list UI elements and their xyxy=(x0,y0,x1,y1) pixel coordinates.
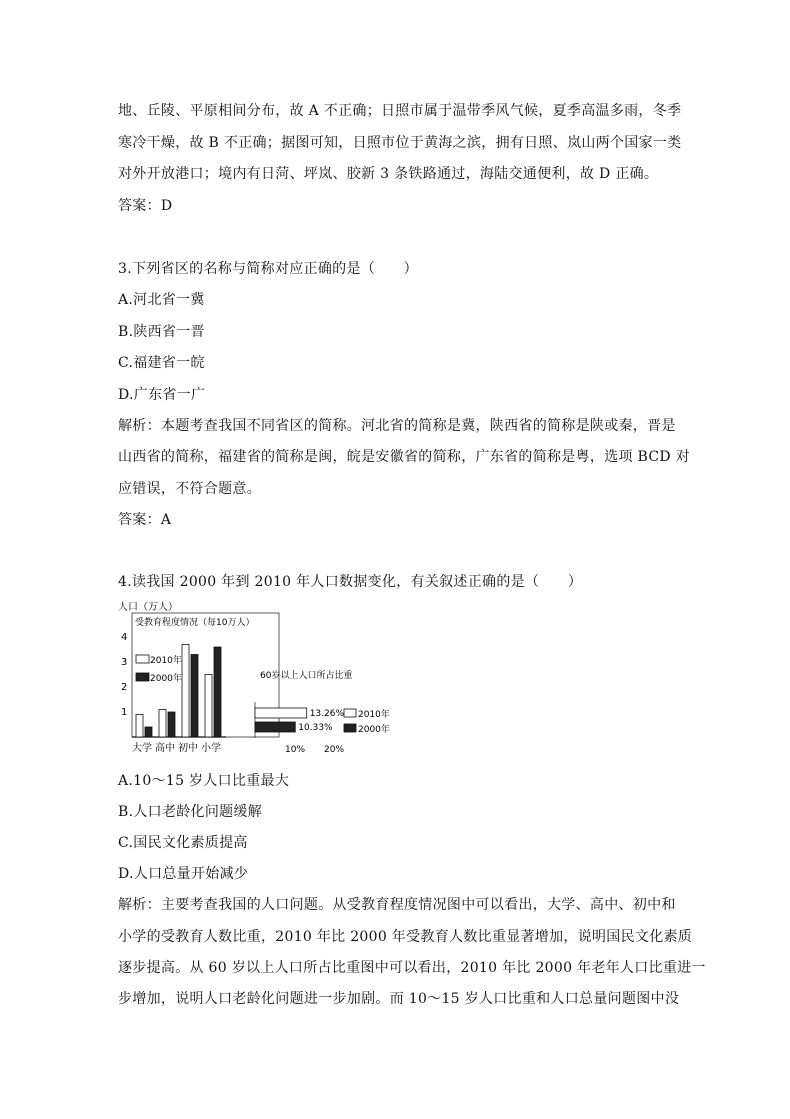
edu-bar-2010 xyxy=(205,675,212,738)
elderly-legend-2000-swatch xyxy=(344,724,356,732)
population-chart-figure xyxy=(118,598,408,758)
edu-bar-2000 xyxy=(145,727,152,737)
edu-category-label: 高中 xyxy=(155,743,175,754)
analysis-line: 应错误，不符合题意。 xyxy=(118,481,261,497)
analysis-line: 解析：本题考查我国不同省区的简称。河北省的简称是冀，陕西省的简称是陕或秦，晋是 xyxy=(118,418,676,434)
question-text: 3.下列省区的名称与简称对应正确的是（ ） xyxy=(118,261,418,277)
elderly-legend-2000-label: 2000年 xyxy=(358,725,390,735)
legend-2010-label: 2010年 xyxy=(150,656,182,666)
legend-2000-label: 2000年 xyxy=(150,674,182,684)
edu-category-label: 小学 xyxy=(201,743,221,754)
elderly-bars xyxy=(255,708,344,733)
elderly-bar-2010 xyxy=(255,708,307,718)
elderly-legend-2010-swatch xyxy=(344,709,356,717)
edu-bar-2000 xyxy=(191,655,198,738)
option-d: D.人口总量开始减少 xyxy=(118,866,249,882)
elderly-data-label: 10.33% xyxy=(298,723,333,733)
edu-bar-2000 xyxy=(168,712,175,737)
question-text: 4.读我国 2000 年到 2010 年人口数据变化，有关叙述正确的是（ ） xyxy=(118,574,583,590)
edu-y-ticks xyxy=(121,632,127,718)
option-c: C.国民文化素质提高 xyxy=(118,835,248,851)
option-c: C.福建省一皖 xyxy=(118,355,205,371)
analysis-line: 小学的受教育人数比重，2010 年比 2000 年受教育人数比重显著增加，说明国民文化素质 xyxy=(118,929,693,945)
elderly-data-label: 13.26% xyxy=(309,709,345,719)
option-b: B.人口老龄化问题缓解 xyxy=(118,804,263,820)
elderly-x-tick-label: 20% xyxy=(324,745,345,755)
edu-y-tick-label: 1 xyxy=(121,707,128,718)
elderly-x-ticks xyxy=(285,745,344,755)
elderly-chart-title: 60岁以上人口所占比重 xyxy=(260,671,353,681)
analysis-line: 山西省的简称，福建省的简称是闽，皖是安徽省的简称，广东省的简称是粤，选项 BCD 对 xyxy=(118,449,690,465)
text-line: 寒冷干燥，故 B 不正确；据图可知，日照市位于黄海之滨，拥有日照、岚山两个国家一类 xyxy=(118,135,682,151)
option-a: A.河北省一冀 xyxy=(118,292,205,308)
edu-category-labels xyxy=(132,741,221,754)
answer-line: 答案：D xyxy=(118,198,173,214)
elderly-x-tick-label: 10% xyxy=(285,745,306,755)
edu-y-tick-label: 2 xyxy=(121,682,128,693)
edu-bar-2010 xyxy=(159,710,166,738)
legend-2010-swatch xyxy=(136,655,149,663)
edu-y-tick-label: 4 xyxy=(121,632,128,643)
answer-line: 答案：A xyxy=(118,512,172,528)
edu-chart-title: 受教育程度情况（每10万人） xyxy=(135,618,255,628)
edu-bar-2010 xyxy=(182,645,189,738)
analysis-line: 逐步提高。从 60 岁以上人口所占比重图中可以看出，2010 年比 2000 年老年人口比重进一 xyxy=(118,960,706,976)
edu-category-label: 初中 xyxy=(178,743,198,754)
analysis-line: 解析：主要考查我国的人口问题。从受教育程度情况图中可以看出，大学、高中、初中和 xyxy=(118,897,676,913)
legend-2000-swatch xyxy=(136,673,149,681)
population-charts xyxy=(118,598,408,758)
text-line: 地、丘陵、平原相间分布，故 A 不正确；日照市属于温带季风气候，夏季高温多雨，冬季 xyxy=(118,103,682,119)
edu-y-tick-label: 3 xyxy=(121,657,128,668)
edu-ylabel: 人口（万人） xyxy=(118,602,178,613)
option-b: B.陕西省一晋 xyxy=(118,324,205,340)
edu-category-label: 大学 xyxy=(132,743,152,754)
edu-bar-2000 xyxy=(214,647,221,737)
option-a: A.10～15 岁人口比重最大 xyxy=(118,773,290,789)
edu-bar-2010 xyxy=(136,715,143,738)
elderly-bar-2000 xyxy=(255,722,295,732)
elderly-legend-2010-label: 2010年 xyxy=(358,710,390,720)
text-line: 对外开放港口；境内有日菏、坪岚、胶新 3 条铁路通过，海陆交通便利，故 D 正确。 xyxy=(118,166,659,182)
option-d: D.广东省一广 xyxy=(118,387,206,403)
analysis-line: 步增加，说明人口老龄化问题进一步加剧。而 10～15 岁人口比重和人口总量问题图中没 xyxy=(118,991,680,1007)
